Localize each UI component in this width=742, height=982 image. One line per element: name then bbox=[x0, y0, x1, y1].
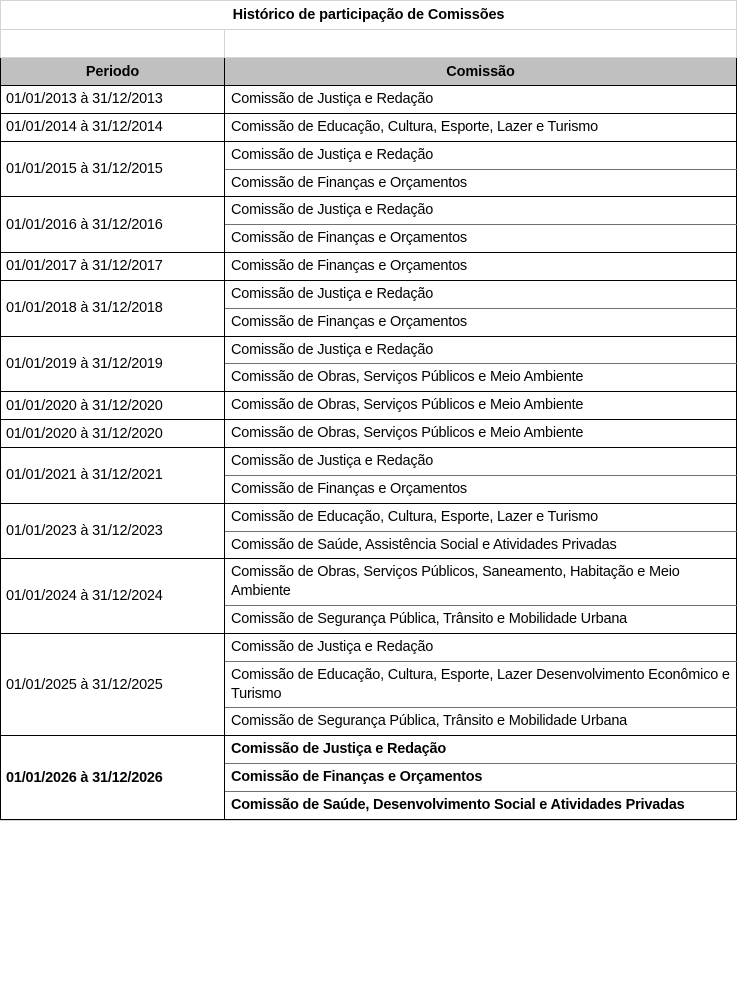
table-row bbox=[1, 447, 737, 475]
spacer-row bbox=[1, 30, 737, 58]
commission-cell: Comissão de Justiça e Redação bbox=[225, 141, 737, 169]
commission-cell: Comissão de Justiça e Redação bbox=[225, 197, 737, 225]
commission-cell: Comissão de Finanças e Orçamentos bbox=[225, 169, 737, 197]
commission-cell: Comissão de Educação, Cultura, Esporte, Lazer Desenvolvimento Econômico e Turismo bbox=[225, 661, 737, 708]
period-cell: 01/01/2023 à 31/12/2023 bbox=[1, 503, 225, 559]
table-row bbox=[1, 141, 737, 169]
period-cell: 01/01/2020 à 31/12/2020 bbox=[1, 420, 225, 448]
commission-cell: Comissão de Finanças e Orçamentos bbox=[225, 253, 737, 281]
commission-cell: Comissão de Finanças e Orçamentos bbox=[225, 308, 737, 336]
bottom-rule bbox=[0, 820, 736, 821]
commission-cell: Comissão de Finanças e Orçamentos bbox=[225, 475, 737, 503]
commission-cell: Comissão de Justiça e Redação bbox=[225, 280, 737, 308]
commission-cell: Comissão de Segurança Pública, Trânsito e Mobilidade Urbana bbox=[225, 708, 737, 736]
commission-cell: Comissão de Finanças e Orçamentos bbox=[225, 764, 737, 792]
table-body bbox=[1, 1, 737, 820]
table-row bbox=[1, 336, 737, 364]
period-cell: 01/01/2017 à 31/12/2017 bbox=[1, 253, 225, 281]
column-header-period: Periodo bbox=[1, 58, 225, 86]
spacer-cell-commission bbox=[225, 30, 737, 58]
table-row bbox=[1, 633, 737, 661]
period-cell: 01/01/2024 à 31/12/2024 bbox=[1, 559, 225, 634]
table-row bbox=[1, 503, 737, 531]
column-header-commission: Comissão bbox=[225, 58, 737, 86]
table-row bbox=[1, 392, 737, 420]
commission-cell: Comissão de Justiça e Redação bbox=[225, 633, 737, 661]
commission-cell: Comissão de Obras, Serviços Públicos e Meio Ambiente bbox=[225, 392, 737, 420]
period-cell: 01/01/2018 à 31/12/2018 bbox=[1, 280, 225, 336]
commission-cell: Comissão de Justiça e Redação bbox=[225, 86, 737, 114]
commission-cell: Comissão de Finanças e Orçamentos bbox=[225, 225, 737, 253]
period-cell: 01/01/2019 à 31/12/2019 bbox=[1, 336, 225, 392]
commission-cell: Comissão de Justiça e Redação bbox=[225, 736, 737, 764]
commission-cell: Comissão de Obras, Serviços Públicos, Saneamento, Habitação e Meio Ambiente bbox=[225, 559, 737, 606]
period-cell: 01/01/2014 à 31/12/2014 bbox=[1, 113, 225, 141]
table-row bbox=[1, 280, 737, 308]
title-row bbox=[1, 1, 737, 30]
table-row bbox=[1, 113, 737, 141]
table-row bbox=[1, 86, 737, 114]
header-row bbox=[1, 58, 737, 86]
period-cell: 01/01/2015 à 31/12/2015 bbox=[1, 141, 225, 197]
table-row bbox=[1, 736, 737, 764]
period-cell: 01/01/2016 à 31/12/2016 bbox=[1, 197, 225, 253]
table-row bbox=[1, 559, 737, 606]
period-cell: 01/01/2020 à 31/12/2020 bbox=[1, 392, 225, 420]
period-cell: 01/01/2021 à 31/12/2021 bbox=[1, 447, 225, 503]
commission-cell: Comissão de Obras, Serviços Públicos e Meio Ambiente bbox=[225, 364, 737, 392]
commission-cell: Comissão de Educação, Cultura, Esporte, Lazer e Turismo bbox=[225, 113, 737, 141]
page-title: Histórico de participação de Comissões bbox=[1, 1, 737, 30]
commission-cell: Comissão de Obras, Serviços Públicos e Meio Ambiente bbox=[225, 420, 737, 448]
commission-cell: Comissão de Educação, Cultura, Esporte, Lazer e Turismo bbox=[225, 503, 737, 531]
commission-cell: Comissão de Saúde, Desenvolvimento Social e Atividades Privadas bbox=[225, 791, 737, 819]
spacer-cell-period bbox=[1, 30, 225, 58]
table-row bbox=[1, 420, 737, 448]
commission-cell: Comissão de Segurança Pública, Trânsito e Mobilidade Urbana bbox=[225, 606, 737, 634]
table-row bbox=[1, 253, 737, 281]
period-cell: 01/01/2026 à 31/12/2026 bbox=[1, 736, 225, 820]
commission-cell: Comissão de Justiça e Redação bbox=[225, 447, 737, 475]
period-cell: 01/01/2013 à 31/12/2013 bbox=[1, 86, 225, 114]
table-row bbox=[1, 197, 737, 225]
period-cell: 01/01/2025 à 31/12/2025 bbox=[1, 633, 225, 735]
commission-cell: Comissão de Saúde, Assistência Social e Atividades Privadas bbox=[225, 531, 737, 559]
commission-cell: Comissão de Justiça e Redação bbox=[225, 336, 737, 364]
